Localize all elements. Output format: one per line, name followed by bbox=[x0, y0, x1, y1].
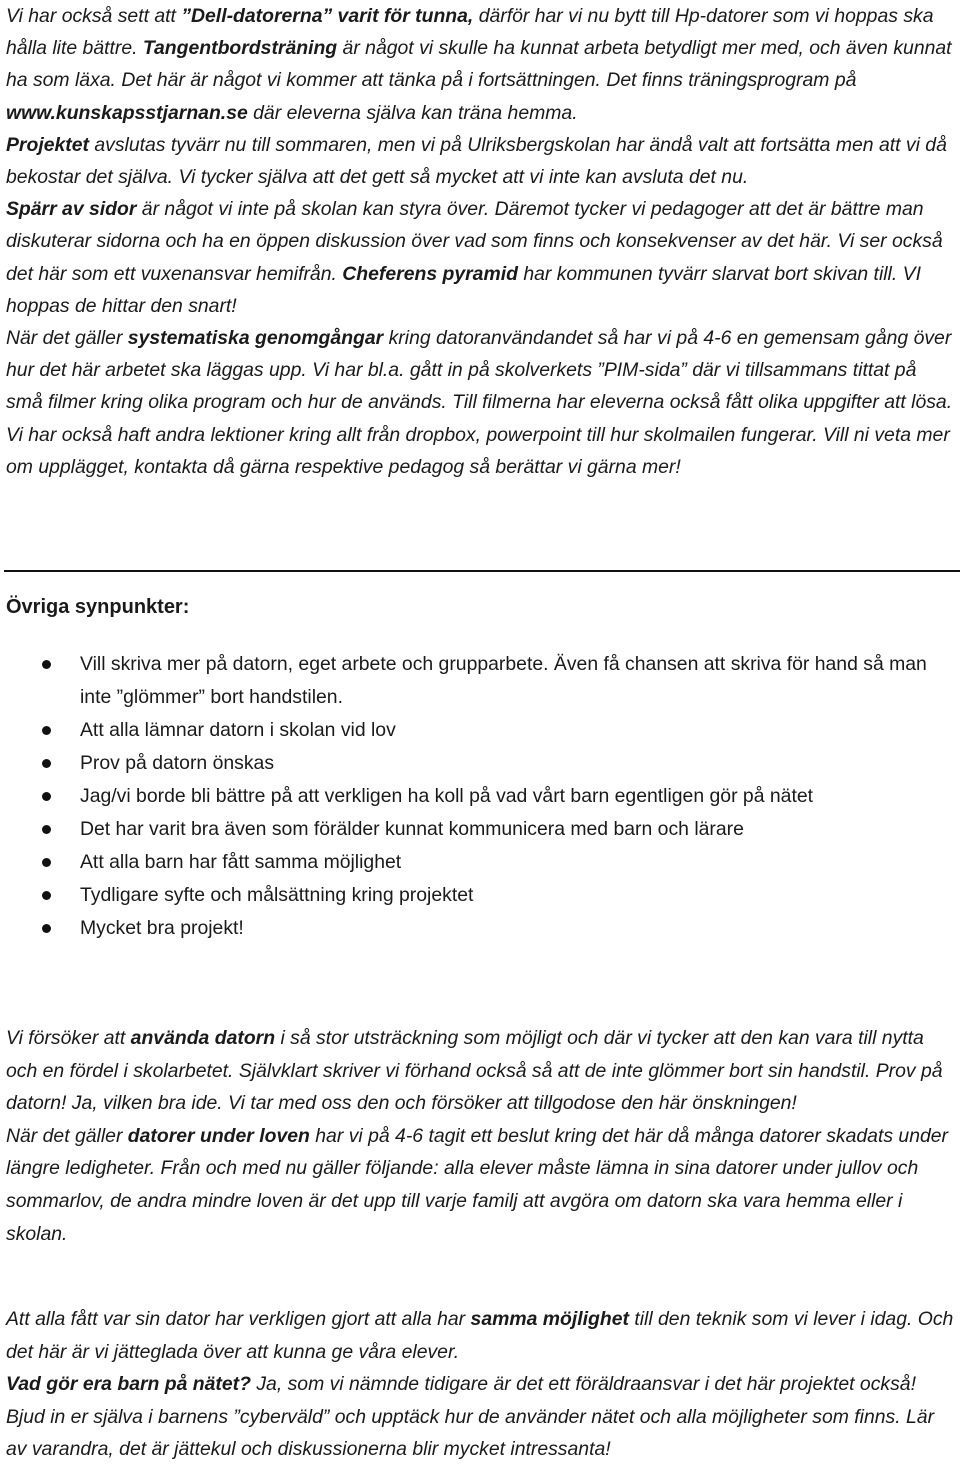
bullet-icon bbox=[42, 891, 51, 900]
bullet-icon bbox=[42, 759, 51, 768]
list-item bbox=[0, 714, 960, 747]
text: till den teknik som vi lever i idag. Och det här är vi jätteglada över att kunna ge våra elever. bbox=[6, 1308, 954, 1363]
emphasis-reviews: systematiska genomgångar bbox=[127, 327, 384, 350]
paragraph-reviews bbox=[6, 322, 958, 483]
list-item-text: Mycket bra projekt! bbox=[80, 917, 244, 939]
list-item-text: Jag/vi borde bli bättre på att verkligen ha koll på vad vårt barn egentligen gör på nätet bbox=[80, 785, 814, 807]
paragraph-blocking bbox=[6, 193, 958, 322]
text: i så stor utsträckning som möjligt och där vi tycker att den kan vara till nytta och en fördel i skolarbetet. Självklart skriver vi förhand också så att de inte glömmer bort sin handstil. Prov på datorn! Ja, vilken bra ide. Vi tar med oss den och försöker att tillgodose den här önskningen! bbox=[6, 1027, 943, 1115]
bullet-icon bbox=[42, 858, 51, 867]
emphasis-dell: ”Dell-datorerna” varit för tunna, bbox=[181, 5, 474, 27]
text: är något vi skulle ha kunnat arbeta betydligt mer med, och även kunnat ha som läxa. Det här är något vi kommer att tänka på i fortsättningen. Det finns träningsprogram på bbox=[6, 37, 952, 92]
bullet-icon bbox=[42, 825, 51, 834]
paragraph-use-computer bbox=[6, 1022, 958, 1120]
list-item bbox=[0, 879, 960, 912]
list-item-text: Att alla barn har fått samma möjlighet bbox=[80, 851, 402, 873]
section-heading: Övriga synpunkter: bbox=[6, 596, 190, 618]
response-section bbox=[6, 1022, 958, 1250]
emphasis-use-computer: använda datorn bbox=[130, 1027, 276, 1049]
paragraph-holidays bbox=[6, 1120, 958, 1250]
intro-section bbox=[6, 0, 958, 483]
text: har kommunen tyvärr slarvat bort skivan till. VI hoppas de hittar den snart! bbox=[6, 262, 921, 317]
list-item bbox=[0, 846, 960, 879]
list-item bbox=[0, 813, 960, 846]
list-item bbox=[0, 648, 960, 714]
paragraph-online bbox=[6, 1368, 958, 1466]
feedback-list bbox=[0, 648, 960, 945]
text: avslutas tyvärr nu till sommaren, men vi på Ulriksbergskolan har ändå valt att fortsätta men att vi då bekostar det själva. Vi tycker själva att det gett så mycket att vi inte kan avsluta det nu. bbox=[6, 133, 947, 189]
list-item-text: Prov på datorn önskas bbox=[80, 752, 275, 774]
list-item-text: Tydligare syfte och målsättning kring projektet bbox=[80, 884, 474, 906]
bullet-icon bbox=[42, 660, 51, 669]
text: Vi försöker att bbox=[6, 1027, 131, 1049]
bullet-icon bbox=[42, 924, 51, 933]
text: När det gäller bbox=[6, 327, 128, 350]
list-item bbox=[0, 780, 960, 813]
link-kunskapsstjarnan[interactable]: www.kunskapsstjarnan.se bbox=[6, 101, 248, 124]
paragraph-equal-opportunity bbox=[6, 1303, 958, 1368]
list-item bbox=[0, 912, 960, 945]
bullet-icon bbox=[42, 726, 51, 735]
text: kring datoranvändandet så har vi på 4-6 en gemensam gång över hur det här arbetet ska läggas upp. Vi har bl.a. gått in på skolverkets ”PIM-sida” där vi tillsammans tittat på små filmer kring olika program och hur de används. Till filmerna har eleverna också fått olika uppgifter att lösa. Vi har också haft andra lektioner kring allt från dropbox, powerpoint till hur skolmailen fungerar. Vill ni veta mer om upplägget, kontakta då gärna respektive pedagog så berättar vi gärna mer! bbox=[6, 327, 953, 478]
paragraph-computers bbox=[6, 0, 958, 129]
text: Att alla fått var sin dator har verkligen gjort att alla har bbox=[6, 1308, 471, 1330]
text: Vi har också sett att bbox=[6, 5, 182, 27]
closing-section bbox=[6, 1303, 958, 1466]
emphasis-pyramid: Cheferens pyramid bbox=[342, 262, 518, 285]
emphasis-keyboard: Tangentbordsträning bbox=[142, 37, 338, 60]
list-item-text: Vill skriva mer på datorn, eget arbete och grupparbete. Även få chansen att skriva för hand så man inte ”glömmer” bort handstilen. bbox=[80, 653, 927, 708]
text: därför har vi nu bytt till Hp-datorer som vi hoppas ska hålla lite bättre. bbox=[6, 5, 934, 60]
text: När det gäller bbox=[6, 1124, 128, 1147]
text: där eleverna själva kan träna hemma. bbox=[247, 101, 578, 124]
list-item-text: Det har varit bra även som förälder kunnat kommunicera med barn och lärare bbox=[80, 818, 744, 840]
list-item-text: Att alla lämnar datorn i skolan vid lov bbox=[80, 719, 396, 741]
horizontal-divider bbox=[4, 570, 960, 572]
emphasis-online: Vad gör era barn på nätet? bbox=[6, 1373, 251, 1396]
bullet-icon bbox=[42, 792, 51, 801]
emphasis-blocking: Spärr av sidor bbox=[6, 198, 137, 221]
text: har vi på 4-6 tagit ett beslut kring det här då många datorer skadats under längre ledigheter. Från och med nu gäller följande: alla elever måste lämna in sina datorer under jullov och sommarlov, de andra mindre loven är det upp till varje familj att avgöra om datorn ska vara hemma eller i skolan. bbox=[6, 1124, 949, 1245]
emphasis-equal: samma möjlighet bbox=[470, 1308, 629, 1330]
emphasis-project: Projektet bbox=[6, 133, 89, 156]
text: Ja, som vi nämnde tidigare är det ett föräldraansvar i det här projektet också! Bjud in er själva i barnens ”cyberväld” och upptäck hur de använder nätet och alla möjligheter som finns. Lär av varandra, det är jättekul och diskussionerna blir mycket intressanta! bbox=[6, 1373, 935, 1461]
list-item bbox=[0, 747, 960, 780]
text: är något vi inte på skolan kan styra över. Däremot tycker vi pedagoger att det är bättre man diskuterar sidorna och ha en öppen diskussion över vad som finns och konsekvenser av det här. Vi ser också det här som ett vuxenansvar hemifrån. bbox=[6, 198, 943, 285]
emphasis-holidays: datorer under loven bbox=[127, 1124, 310, 1147]
paragraph-project bbox=[6, 129, 958, 193]
